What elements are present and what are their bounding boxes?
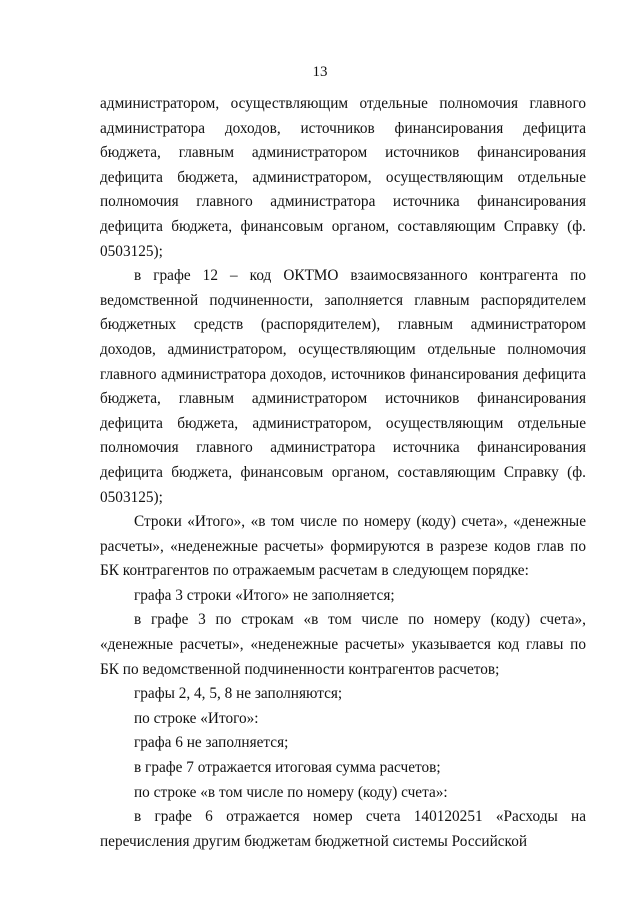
paragraph: графа 3 строки «Итого» не заполняется; xyxy=(134,586,395,604)
paragraph: в графе 3 по строкам «в том числе по номеру (коду) счета», «денежные расчеты», «неденежные расчеты» указывается код главы по БК по ведомственной подчиненности контрагентов расчетов; xyxy=(100,611,586,678)
paragraph: в графе 12 – код ОКТМО взаимосвязанного контрагента по ведомственной подчиненности, заполняется главным распорядителем бюджетных средств (распорядителем), главным администратором доходов, администратором, осуществляющим отдельные полномочия главного администратора доходов, источников финансирования дефицита бюджета, главным администратором источников финансирования дефицита бюджета, администратором, осуществляющим отдельные полномочия главного администратора источника финансирования дефицита бюджета, финансовым органом, составляющим Справку (ф. 0503125); xyxy=(100,267,586,506)
paragraph: Строки «Итого», «в том числе по номеру (коду) счета», «денежные расчеты», «неденежные расчеты» формируются в разрезе кодов глав по БК контрагентов по отражаемым расчетам в следующем порядке: xyxy=(100,513,586,580)
paragraph: в графе 6 отражается номер счета 140120251 «Расходы на перечисления другим бюджетам бюджетной системы Российской xyxy=(100,808,586,850)
paragraph: графа 6 не заполняется; xyxy=(134,734,289,752)
paragraph: в графе 7 отражается итоговая сумма расчетов; xyxy=(134,759,441,777)
paragraph: по строке «Итого»: xyxy=(134,709,259,727)
page-number: 13 xyxy=(312,64,328,80)
paragraph: администратором, осуществляющим отдельные полномочия главного администратора доходов, источников финансирования дефицита бюджета, главным администратором источников финансирования дефицита бюджета, администратором, осуществляющим отдельные полномочия главного администратора источника финансирования дефицита бюджета, финансовым органом, составляющим Справку (ф. 0503125); xyxy=(100,95,586,260)
document-body xyxy=(100,92,586,854)
paragraph: графы 2, 4, 5, 8 не заполняются; xyxy=(134,685,343,703)
paragraph: по строке «в том числе по номеру (коду) счета»: xyxy=(134,783,448,801)
